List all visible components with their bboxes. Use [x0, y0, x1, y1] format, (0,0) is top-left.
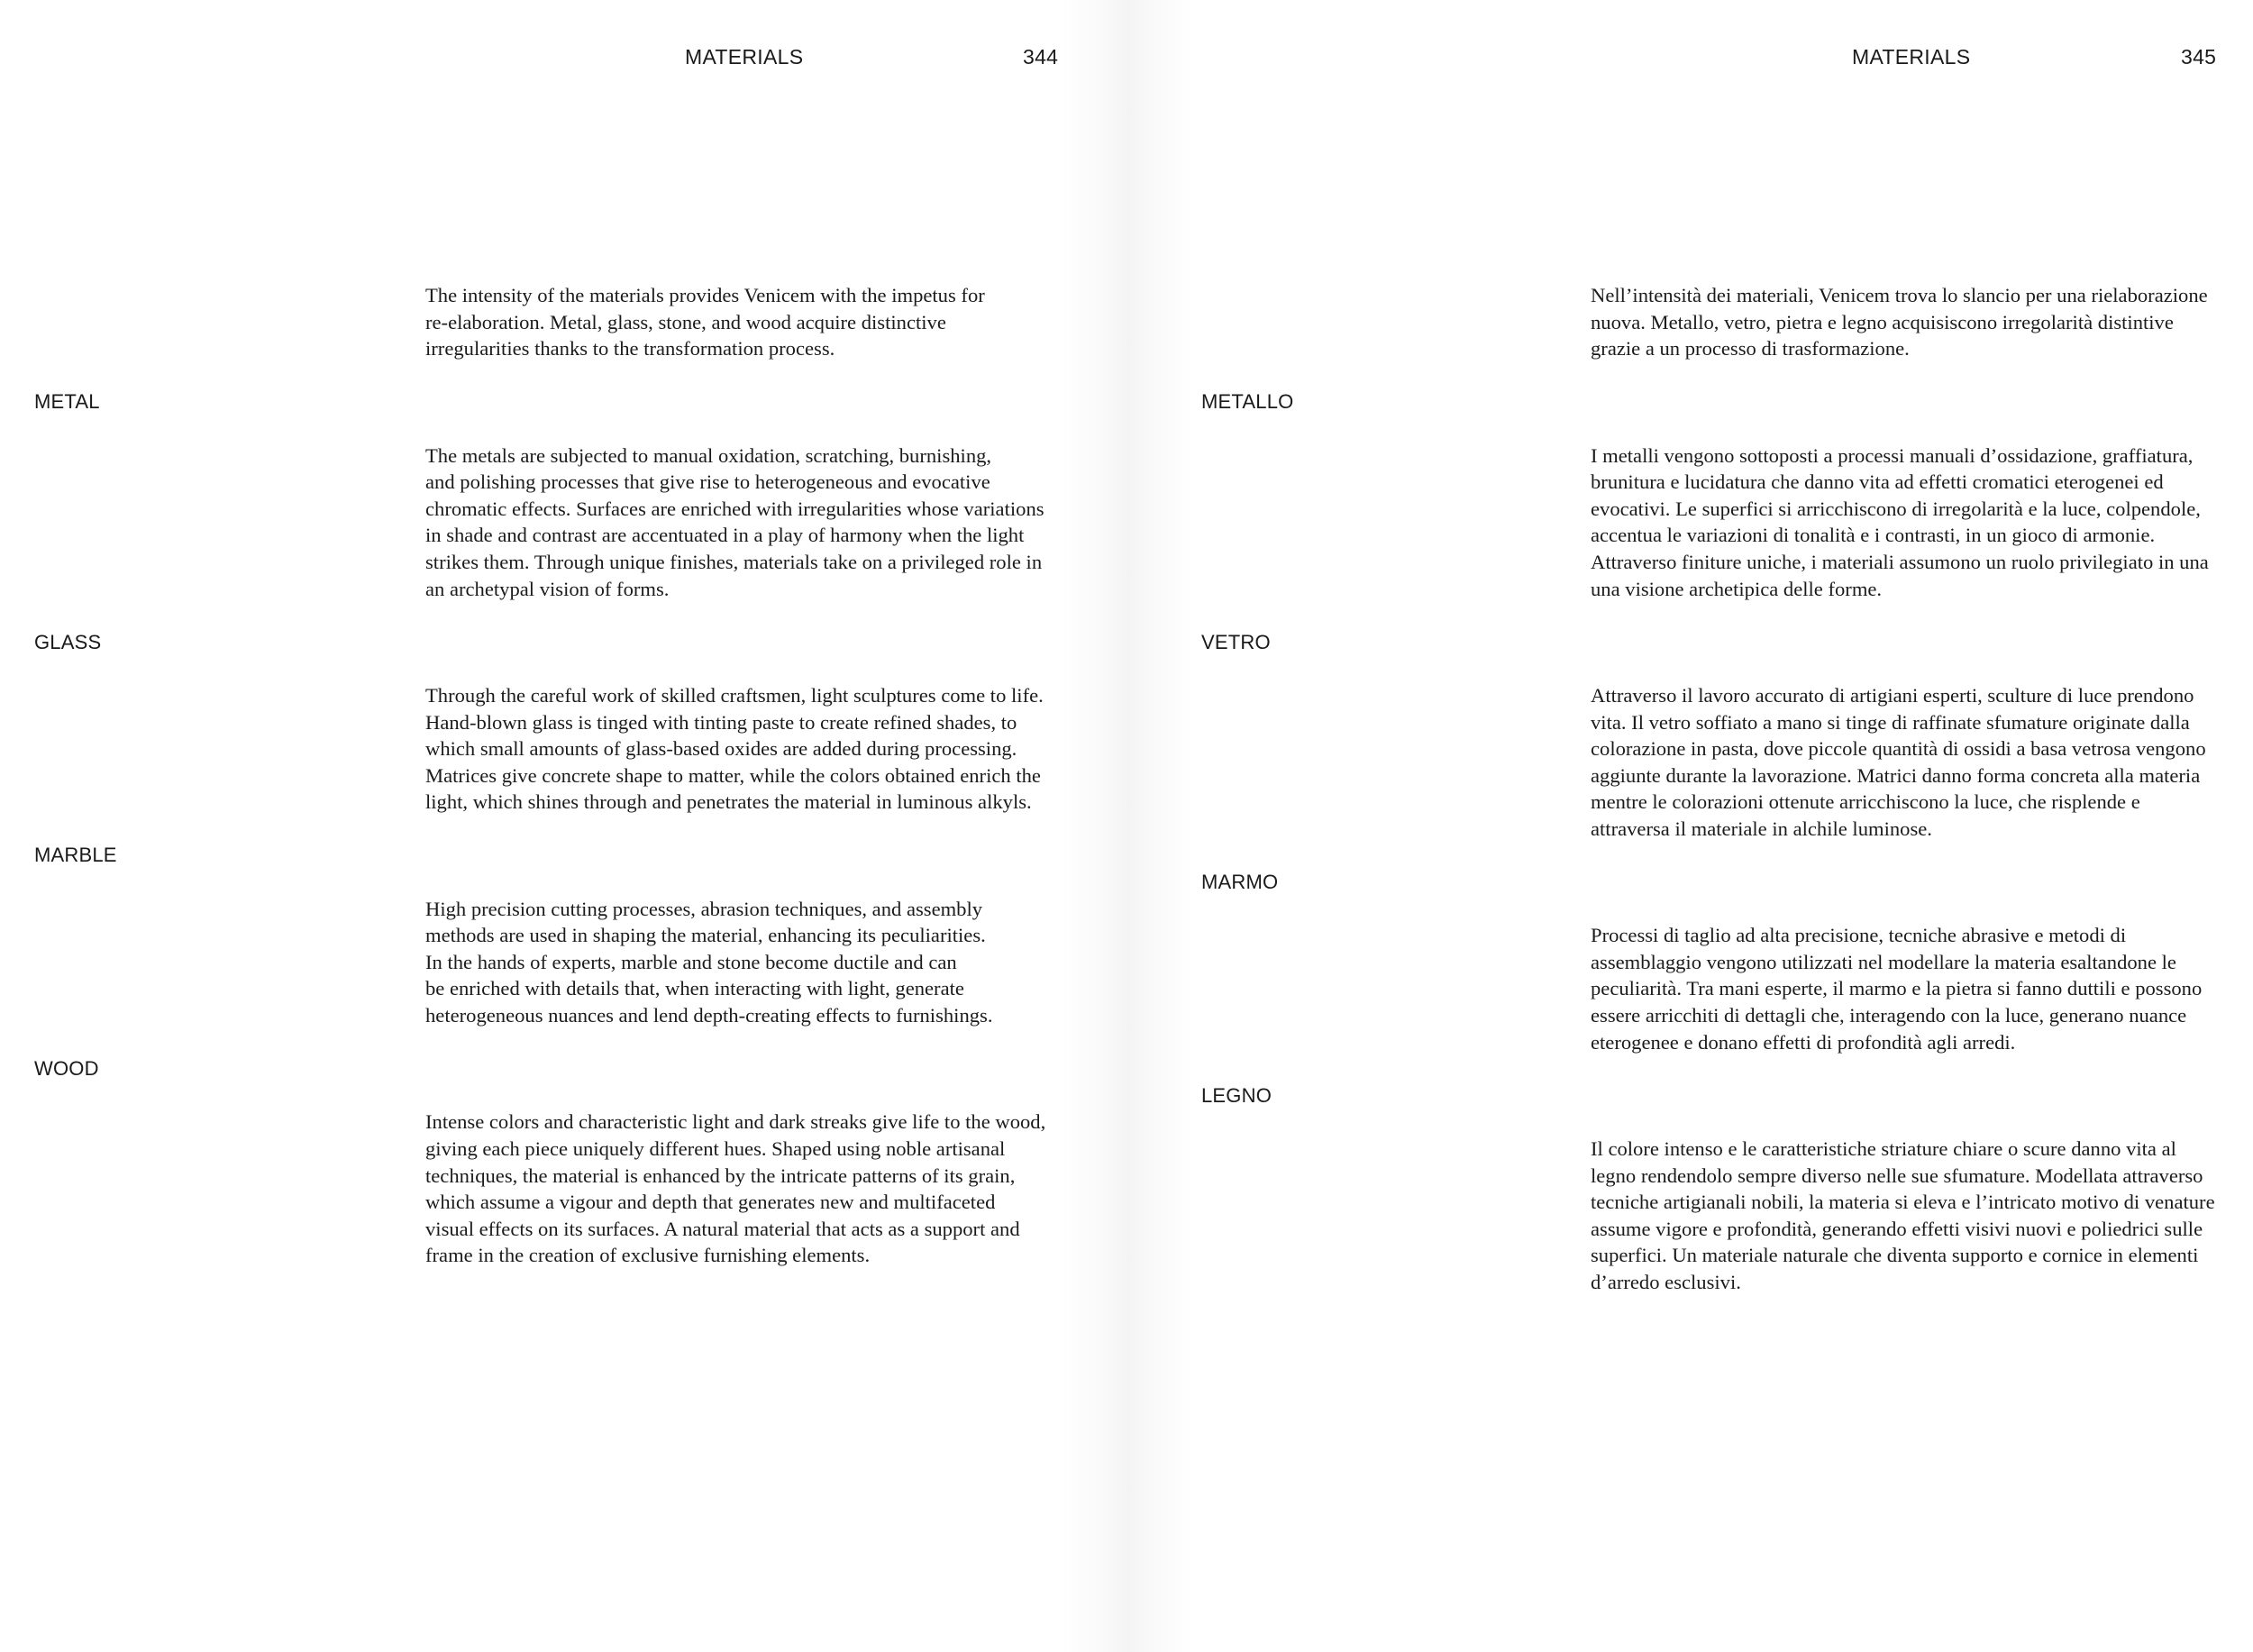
intro-paragraph: Nell’intensità dei materiali, Venicem trova lo slancio per una rielaborazione nuova. Metallo, vetro, pietra e legno acquisiscono irregolarità distintive grazie a un processo di trasformazione.	[1591, 284, 2208, 361]
text-column	[1201, 282, 2248, 1322]
section-text: The metals are subjected to manual oxidation, scratching, burnishing, and polishing processes that give rise to heterogeneous and evocative chromatic effects. Surfaces are enriched with irregularities whose variations in shade and contrast are accentuated in a play of harmony when the light strikes them. Through unique finishes, materials take on a privileged role in an archetypal vision of forms.	[425, 443, 1044, 600]
section-marble	[34, 842, 1083, 1028]
section-text: I metalli vengono sottoposti a processi manuali d’ossidazione, graffiatura, brunitura e lucidatura che danno vita ad effetti cromatici eterogenei ed evocativi. Le superfici si arricchiscono di irregolarità e la luce, colpendole, accentua le variazioni di tonalità e i contrasti, in un gioco di armonie. Attraverso finiture uniche, i materiali assumono un ruolo privilegiato in una una visione archetipica delle forme.	[1591, 443, 2209, 600]
section-label: METAL	[34, 390, 100, 414]
section-metal	[34, 388, 1083, 602]
right-page	[1126, 0, 2253, 1652]
section-label: MARMO	[1201, 871, 1279, 894]
left-page	[0, 0, 1126, 1652]
section-legno	[1201, 1082, 2248, 1296]
section-text: Attraverso il lavoro accurato di artigiani esperti, sculture di luce prendono vita. Il vetro soffiato a mano si tinge di raffinate sfumature originate dalla colorazione in pasta, dove piccole quantità di ossidi a basa vetrosa vengono aggiunte durante la lavorazione. Matrici danno forma concreta alla materia mentre le colorazioni ottenute arricchiscono la luce, che risplende e attraversa il materiale in alchile luminose.	[1591, 683, 2206, 840]
text-column	[34, 282, 1083, 1296]
section-label: LEGNO	[1201, 1083, 1272, 1107]
section-metallo	[1201, 388, 2248, 602]
section-label: VETRO	[1201, 630, 1271, 653]
section-label: MARBLE	[34, 844, 117, 867]
section-wood	[34, 1055, 1083, 1269]
section-text: High precision cutting processes, abrasion techniques, and assembly methods are used in shaping the material, enhancing its peculiarities. In the hands of experts, marble and stone become ductile and can be enriched with details that, when interacting with light, generate heterogeneous nuances and lend depth-creating effects to furnishings.	[425, 897, 993, 1027]
section-vetro	[1201, 629, 2248, 843]
section-marmo	[1201, 869, 2248, 1055]
running-title: MATERIALS	[1852, 45, 1971, 68]
section-text: Processi di taglio ad alta precisione, tecniche abrasive e metodi di assemblaggio vengono utilizzati nel modellare la materia esaltandone le peculiarità. Tra mani esperte, il marmo e la pietra si fanno duttili e possono essere arricchiti di dettagli che, interagendo con la luce, generano nuance eterogenee e donano effetti di profondità agli arredi.	[1591, 924, 2203, 1054]
running-title: MATERIALS	[685, 45, 804, 68]
section-text: Intense colors and characteristic light and dark streaks give life to the wood, giving each piece uniquely different hues. Shaped using noble artisanal techniques, the material is enhanced by the intricate patterns of its grain, which assume a vigour and depth that generates new and multifaceted visual effects on its surfaces. A natural material that acts as a support and frame in the creation of exclusive furnishing elements.	[425, 1110, 1046, 1267]
section-label: METALLO	[1201, 390, 1294, 414]
page-number: 345	[2181, 45, 2217, 68]
page-number: 344	[1023, 45, 1059, 68]
section-text: Through the careful work of skilled craftsmen, light sculptures come to life. Hand-blown glass is tinged with tinting paste to create refined shades, to which small amounts of glass-based oxides are added during processing. Matrices give concrete shape to matter, while the colors obtained enrich the light, which shines through and penetrates the material in luminous alkyls.	[425, 683, 1044, 814]
intro-paragraph: The intensity of the materials provides Venicem with the impetus for re-elaboration. Metal, glass, stone, and wood acquire distinctive irregularities thanks to the transformation process.	[425, 284, 985, 361]
section-label: WOOD	[34, 1057, 99, 1081]
section-label: GLASS	[34, 630, 102, 653]
section-text: Il colore intenso e le caratteristiche striature chiare o scure danno vita al legno rendendolo sempre diverso nelle sue sfumature. Modellata attraverso tecniche artigianali nobili, la materia si eleva e l’intricato motivo di venature assume vigore e profondità, generando effetti visivi nuovi e poliedrici sulle superfici. Un materiale naturale che diventa supporto e cornice in elementi d’arredo esclusivi.	[1591, 1137, 2215, 1293]
section-glass	[34, 629, 1083, 816]
